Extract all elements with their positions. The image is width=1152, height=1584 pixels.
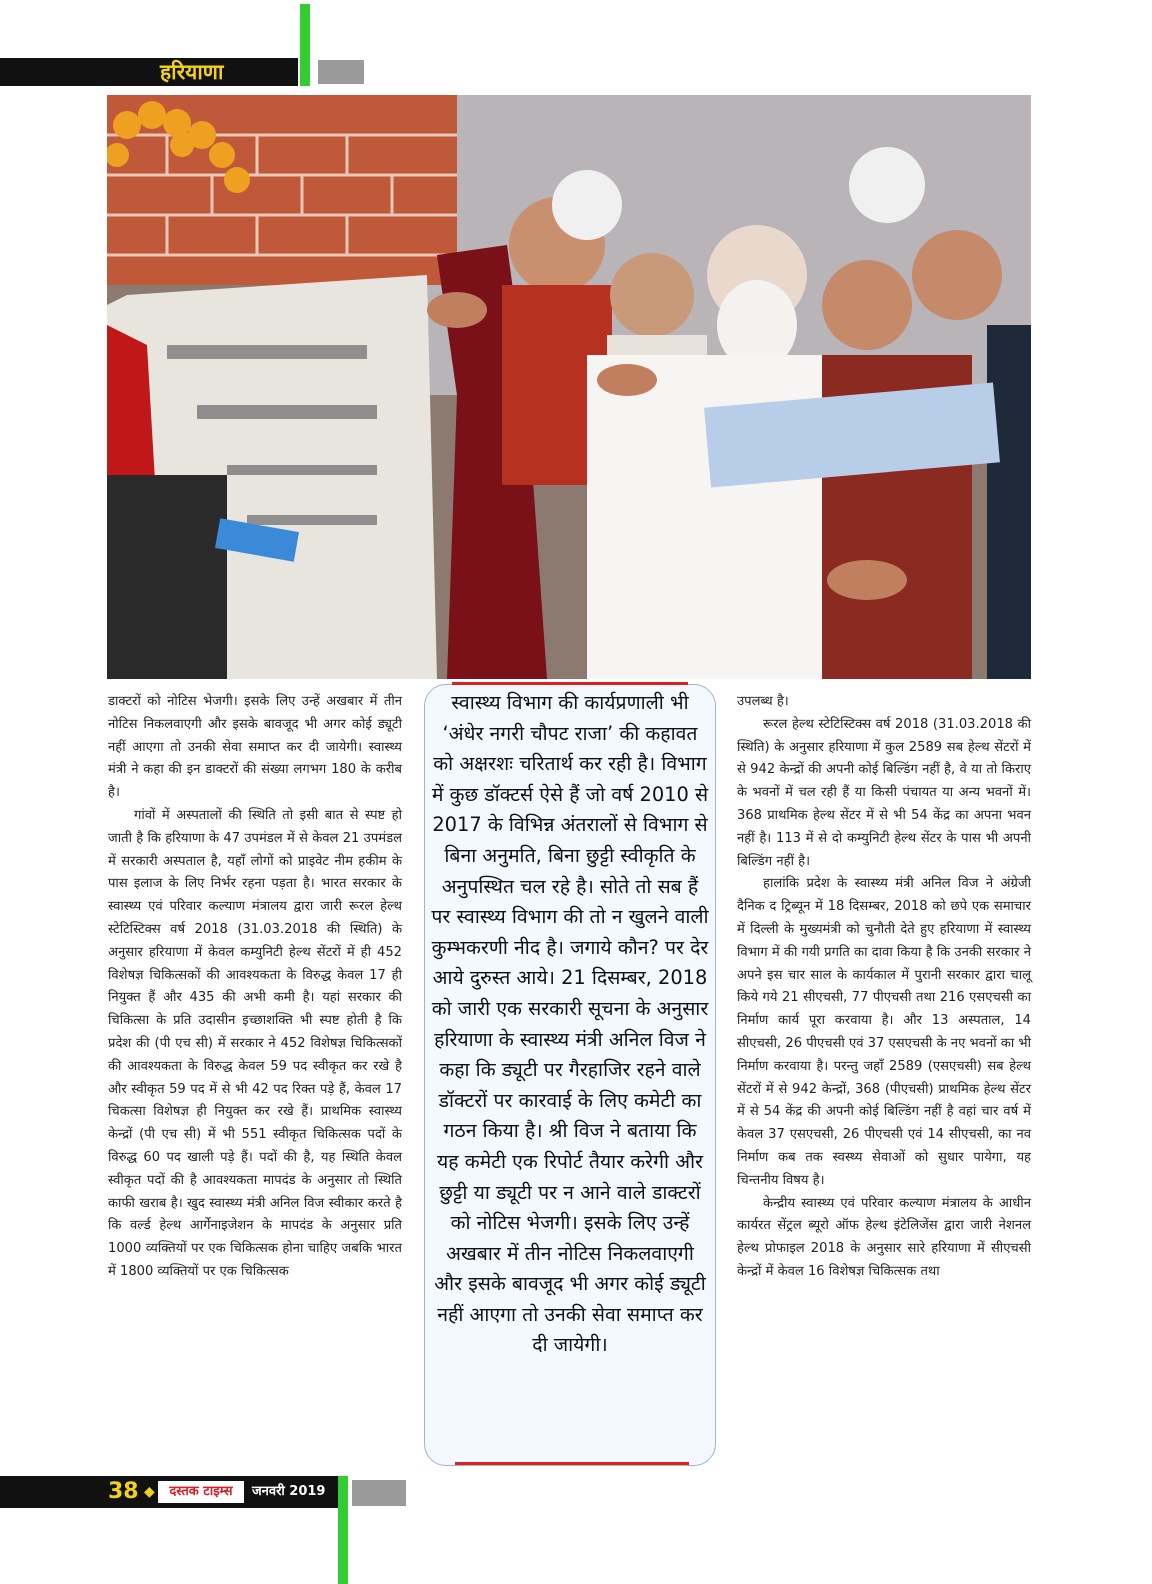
pull-quote-text: स्वास्थ्य विभाग की कार्यप्रणाली भी ‘अंधेर नगरी चौपट राजा’ की कहावत को अक्षरशः चरितार्थ कर रही है। विभाग में कुछ डॉक्टर्स ऐसे हैं जो वर्ष 2010 से 2017 के विभिन्न अंतरालों से विभाग से बिना अनुमति, बिना छुट्टी स्वीकृति के अनुपस्थित चल रहे है। सोते तो सब हैं पर स्वास्थ्य विभाग की तो न खुलने वाली कुम्भकरणी नीद है। जगाये कौन? पर देर आये दुरुस्त आये। 21 दिसम्बर, 2018 को जारी एक सरकारी सूचना के अनुसार हरियाणा के स्वास्थ्य मंत्री अनिल विज ने कहा कि ड्यूटी पर गैरहाजिर रहने वाले डॉक्टरों पर कारवाई के लिए कमेटी का गठन किया है। श्री विज ने बताया कि यह कमेटी एक रिपोर्ट तैयार करेगी और छुट्टी या ड्यूटी पर न आने वाले डाक्टरों को नोटिस भेजगी। इसके लिए उन्हें अखबार में तीन नोटिस निकलवाएगी और इसके बावजूद भी अगर कोई ड्यूटी नहीं आएगा तो उनकी सेवा समाप्त कर दी जायेगी।	[431, 691, 709, 1357]
footer-grey-block	[352, 1480, 406, 1506]
inauguration-photo-icon	[107, 95, 1031, 679]
inauguration-photo	[107, 95, 1031, 679]
header-grey-block	[318, 60, 364, 84]
paragraph: डाक्टरों को नोटिस भेजगी। इसके लिए उन्हें अखबार में तीन नोटिस निकलवाएगी और इसके बावजूद भी अगर कोई ड्यूटी नहीं आएगा तो उनकी सेवा समाप्त कर दी जायेगी। स्वास्थ्य मंत्री ने कहा की इन डाक्टरों की संख्या लगभग 180 के करीब है।	[108, 694, 402, 801]
paragraph: रूरल हेल्थ स्टेटिस्टिक्स वर्ष 2018 (31.03.2018 की स्थिति) के अनुसार हरियाणा में कुल 2589 सब हेल्थ सेंटरों में से 942 केन्द्रों की अपनी कोई बिल्डिंग नहीं है, वे या तो किराए के भवनों में चल रही हैं या किसी पंचायत या अन्य भवनों में। 368 प्राथमिक हेल्थ सेंटर में से भी 54 केंद्र का अपना भवन नहीं है। 113 में से दो कम्युनिटी हेल्थ सेंटर के पास भी अपनी बिल्डिंग नहीं है।	[737, 716, 1031, 869]
pull-quote-top-rule	[452, 682, 688, 685]
article-column-left	[108, 691, 402, 1284]
section-title: हरियाणा	[160, 60, 224, 84]
article-column-right	[737, 691, 1031, 1284]
issue-date: जनवरी 2019	[252, 1484, 326, 1499]
page-number: 38	[108, 1479, 139, 1504]
footer-bullet: ◆	[144, 1484, 155, 1500]
paragraph: केन्द्रीय स्वास्थ्य एवं परिवार कल्याण मंत्रालय के आधीन कार्यरत सेंट्रल ब्यूरो ऑफ हेल्थ इंटेलिजेंस द्वारा जारी नेशनल हेल्थ प्रोफाइल 2018 के अनुसार सारे हरियाणा में सीएचसी केन्द्रों में केवल 16 विशेषज्ञ चिकित्सक तथा	[737, 1195, 1031, 1279]
paragraph: उपलब्ध है।	[737, 694, 789, 709]
section-header-bar	[0, 58, 298, 86]
pull-quote-bottom-rule	[455, 1462, 689, 1465]
magazine-logo: दस्तक टाइम्स	[158, 1481, 244, 1503]
header-green-rule	[300, 4, 310, 86]
footer-green-rule	[338, 1476, 348, 1584]
paragraph: गांवों में अस्पतालों की स्थिति तो इसी बात से स्पष्ट हो जाती है कि हरियाणा के 47 उपमंडल में से केवल 21 उपमंडल में सरकारी अस्पताल है, यहाँ लोगों को प्राइवेट नीम हकीम के पास इलाज के लिए निर्भर रहना पड़ता है। भारत सरकार के स्वास्थ्य एवं परिवार कल्याण मंत्रालय द्वारा जारी रूरल हेल्थ स्टेटिस्टिक्स वर्ष 2018 (31.03.2018 की स्थिति) के अनुसार हरियाणा में केवल कम्युनिटी हेल्थ सेंटरों में ही 452 विशेषज्ञ चिकित्सकों की आवश्यकता के विरुद्ध केवल 17 ही नियुक्त हैं और 435 की अभी कमी है। यहां सरकार की चिकित्सा के प्रति उदासीन इच्छाशक्ति भी स्पष्ट होती है कि प्रदेश की (पी एच सी) में सरकार ने 452 विशेषज्ञ चिकित्सकों की आवश्यकता के विरुद्ध केवल 59 पद स्वीकृत कर रखे है और स्वीकृत 59 पद में से भी 42 पद रिक्त पड़े हैं, केवल 17 चिकत्सा विशेषज्ञ ही नियुक्त कर रखे हैं। प्राथमिक स्वास्थ्य केन्द्रों (पी एच सी) में भी 551 स्वीकृत चिकित्सक पदों के विरुद्ध 60 पद खाली पड़े हैं। पदों की है, यह स्थिति केवल स्वीकृत पदों की है आवश्यकता मापदंड के अनुसार तो स्थिति काफी खराब है। खुद स्वास्थ्य मंत्री अनिल विज स्वीकार करते है कि वर्ल्ड हेल्थ आर्गेनाइजेशन के मापदंड के अनुसार प्रति 1000 व्यक्तियों पर एक चिकित्सक होना चाहिए जबकि भारत में 1800 व्यक्तियों पर एक चिकित्सक	[108, 807, 402, 1279]
paragraph: हालांकि प्रदेश के स्वास्थ्य मंत्री अनिल विज ने अंग्रेजी दैनिक द ट्रिब्यून में 18 दिसम्बर, 2018 को छपे एक समाचार में दिल्ली के मुख्यमंत्री को चुनौती देते हुए हरियाणा में स्वास्थ्य विभाग में की गयी प्रगति का दावा किया है कि उनकी सरकार ने अपने इस चार साल के कार्यकाल में पुरानी सरकार द्वारा चालू किये गये 21 सीएचसी, 77 पीएचसी तथा 216 एसएचसी का निर्माण कार्य पूरा करवाया है। और 13 अस्पताल, 14 सीएचसी, 26 पीएचसी एवं 37 एसएचसी के नए भवनों का भी निर्माण करवाया है। परन्तु जहाँ 2589 (एसएचसी) सब हेल्थ सेंटरों में से 942 केन्द्रों, 368 (पीएचसी) प्राथमिक हेल्थ सेंटर में से 54 केंद्र की अपनी कोई बिल्डिंग नहीं है वहां चार वर्ष में केवल 37 एसएचसी, 26 पीएचसी एवं 14 सीएचसी, का नव निर्माण कब तक स्वस्थ्य सेवाओं को सुधार पायेगा, यह चिन्तनीय विषय है।	[737, 876, 1031, 1188]
